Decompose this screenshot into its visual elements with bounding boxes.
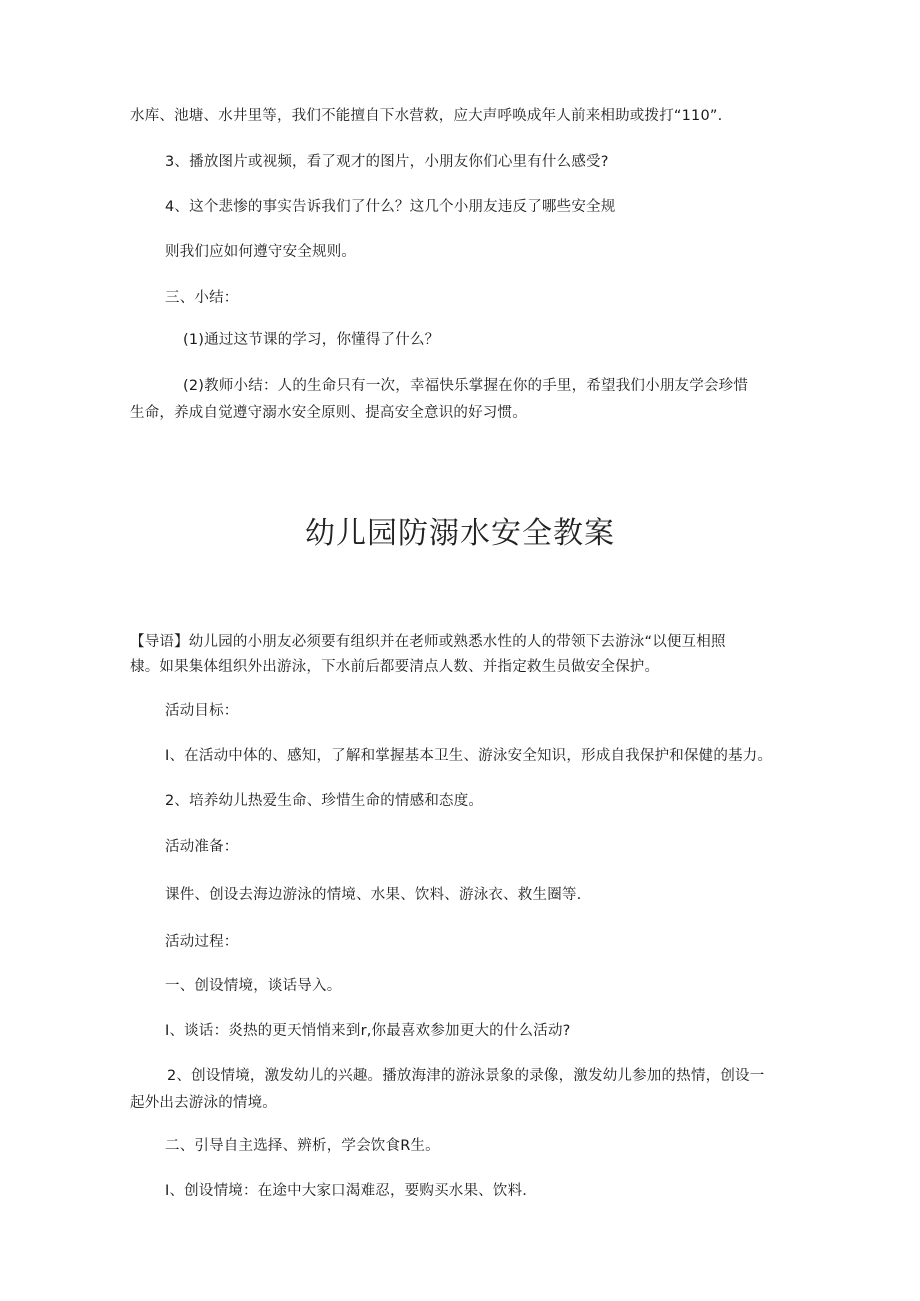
goal-item-1: I、在活动中体的、感知，了解和掌握基本卫生、游泳安全知识，形成自我保护和保健的基力。 xyxy=(165,748,773,764)
document-title: 幼儿园防溺水安全教案 xyxy=(305,516,615,551)
summary-item-1: (1)通过这节课的学习，你懂得了什么？ xyxy=(183,332,440,348)
summary-item-2-line2: 生命，养成自觉遵守溺水安全原则、提高安全意识的好习惯。 xyxy=(130,405,527,421)
intro-line1: 【导语】幼儿园的小朋友必须要有组织并在老师或熟悉水性的人的带领下去游泳“以便互相照 xyxy=(130,634,726,650)
step-1-heading: 一、创设情境，谈话导入。 xyxy=(165,978,342,994)
summary-heading: 三、小结： xyxy=(165,290,239,306)
step-1-item-2-line2: 起外出去游泳的情境。 xyxy=(130,1095,277,1111)
step-2-item-1: I、创设情境：在途中大家口渴难忍，要购买水果、饮料. xyxy=(165,1183,528,1199)
step-2-heading: 二、引导自主选择、辨析，学会饮食R生。 xyxy=(165,1138,440,1154)
prep-text: 课件、创设去海边游泳的情境、水果、饮料、游泳衣、救生圈等. xyxy=(165,887,582,903)
goal-item-2: 2、培养幼儿热爱生命、珍惜生命的情感和态度。 xyxy=(165,793,484,809)
process-heading: 活动过程： xyxy=(165,934,239,950)
goals-heading: 活动目标： xyxy=(165,703,239,719)
intro-line2: 棣。如果集体组织外出游泳，下水前后都要清点人数、并指定救生员做安全保护。 xyxy=(130,659,660,675)
step-1-item-1: I、谈话：炎热的更天悄悄来到r,你最喜欢参加更大的什么活动? xyxy=(165,1023,571,1039)
list-item-4-line2: 则我们应如何遵守安全规则。 xyxy=(165,244,357,260)
list-item-4-line1: 4、这个悲惨的事实告诉我们了什么？这几个小朋友违反了哪些安全规 xyxy=(165,199,616,215)
step-1-item-2-line1: 2、创设情境，激发幼儿的兴趣。播放海津的游泳景象的录像，激发幼儿参加的热情，创设一 xyxy=(167,1068,765,1084)
prep-heading: 活动准备： xyxy=(165,839,239,855)
paragraph-continued-line: 水库、池塘、水井里等，我们不能擅自下水营救，应大声呼唤成年人前来相助或拨打“110”. xyxy=(130,108,723,124)
list-item-3: 3、播放图片或视频，看了观才的图片，小朋友你们心里有什么感受? xyxy=(165,154,609,170)
summary-item-2-line1: (2)教师小结：人的生命只有一次，幸福快乐掌握在你的手里，希望我们小朋友学会珍惜 xyxy=(183,378,749,394)
